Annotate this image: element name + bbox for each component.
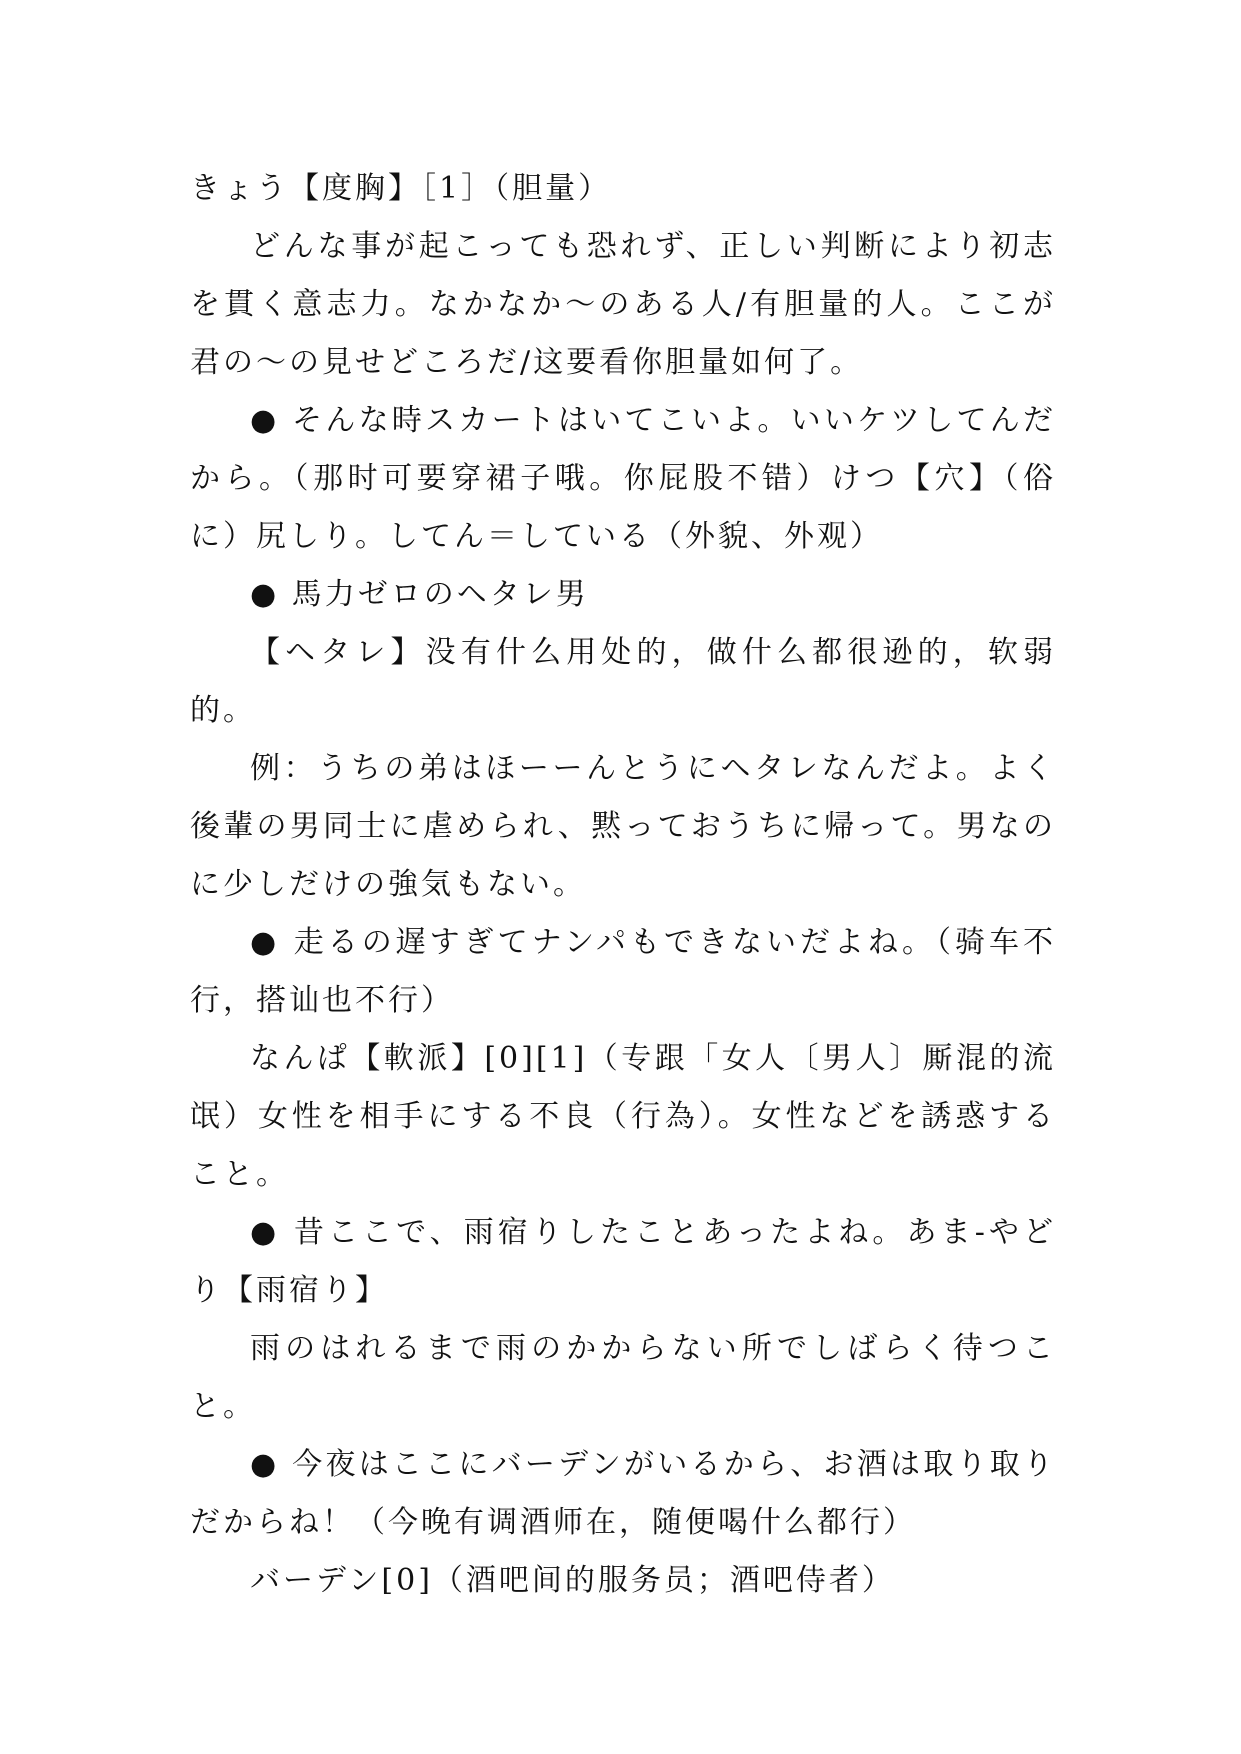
paragraph-hetare-definition: 【ヘタレ】没有什么用处的，做什么都很逊的，软弱的。 — [190, 635, 1056, 728]
paragraph-barden-example: ● 今夜はここにバーデンがいるから、お酒は取り取りだからね！（今晚有调酒师在，随便喝什么都行） — [190, 1447, 1056, 1540]
paragraph-amayadori-definition: 雨のはれるまで雨のかからない所でしばらく待つこと。 — [190, 1331, 1056, 1424]
paragraph-nanpa-definition: なんぱ【軟派】[0][1]（专跟「女人〔男人〕厮混的流氓）女性を相手にする不良（行為）。女性などを誘惑すること。 — [190, 1041, 1056, 1192]
paragraph-hetare-usage: 例：うちの弟はほーーんとうにヘタレなんだよ。よく後輩の男同士に虐められ、黙っておうちに帰って。男なのに少しだけの強気もない。 — [190, 751, 1056, 902]
paragraph-dokyou-definition: どんな事が起こっても恐れず、正しい判断により初志を貫く意志力。なかなか～のある人/有胆量的人。ここが君の～の見せどころだ/这要看你胆量如何了。 — [190, 229, 1056, 380]
paragraph-dokyou-heading: きょう【度胸】［1］（胆量） — [190, 171, 612, 206]
document-page — [190, 160, 1056, 1610]
paragraph-skirt-example: ● そんな時スカートはいてこいよ。いいケツしてんだから。（那时可要穿裙子哦。你屁股不错）けつ【穴】（俗に）尻しり。してん＝している（外貌、外观） — [190, 403, 1056, 554]
paragraph-amayadori-example: ● 昔ここで、雨宿りしたことあったよね。あま‐やどり【雨宿り】 — [190, 1215, 1056, 1308]
paragraph-barden-definition: バーデン[0]（酒吧间的服务员；酒吧侍者） — [250, 1563, 895, 1598]
paragraph-nanpa-example: ● 走るの遅すぎてナンパもできないだよね。（骑车不行，搭讪也不行） — [190, 925, 1056, 1018]
paragraph-hetare-example: ● 馬力ゼロのヘタレ男 — [250, 577, 589, 612]
